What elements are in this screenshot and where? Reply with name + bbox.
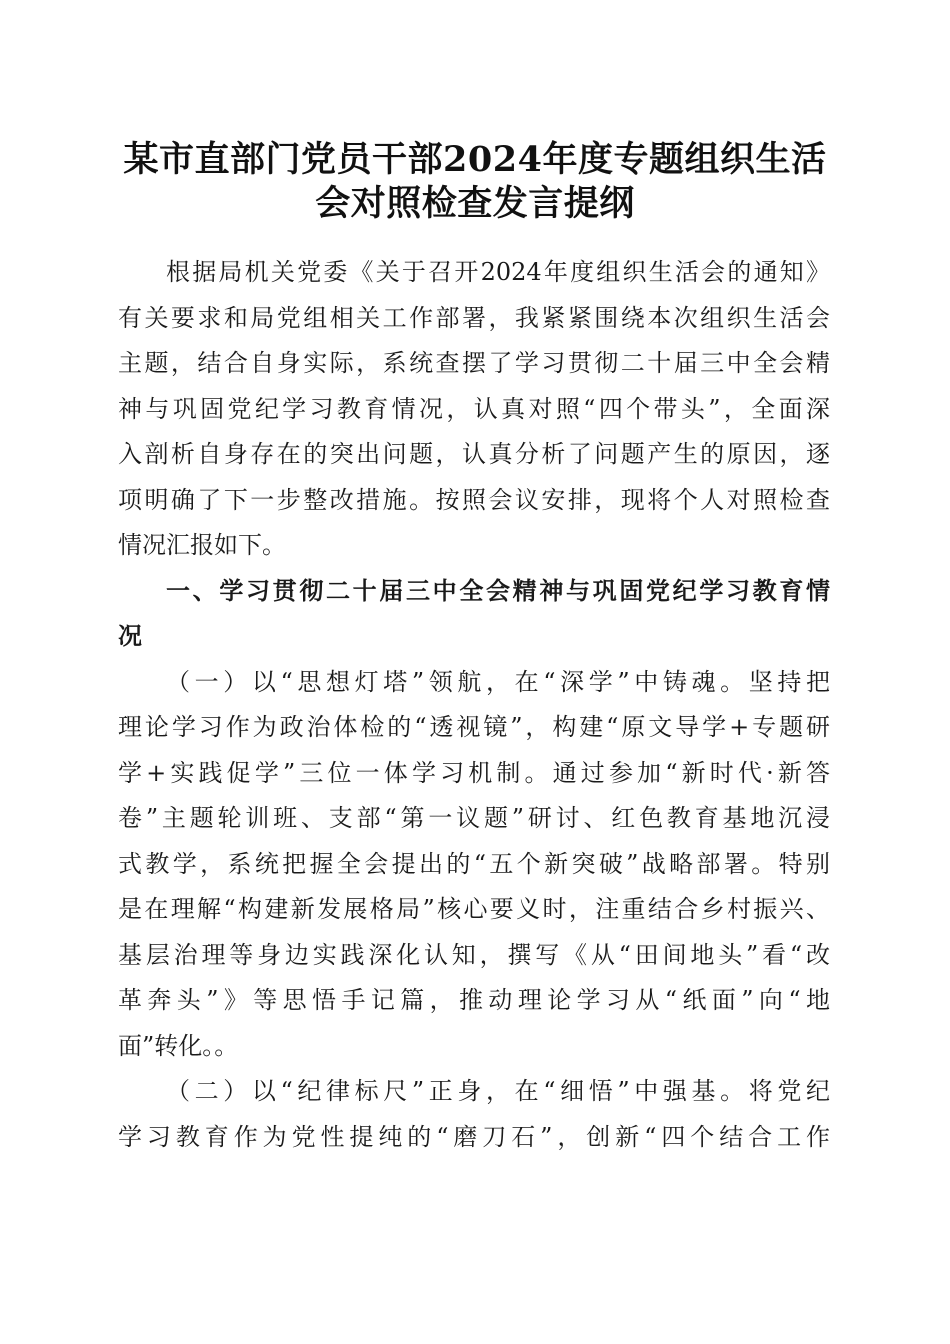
text-line: 基层治理等身边实践深化认知，撰写《从“田间地头”看“改	[118, 940, 830, 969]
intro-paragraph	[118, 250, 830, 569]
text-line: 面”转化。。	[118, 1031, 239, 1060]
subsection-paragraph-1	[118, 660, 830, 1070]
text-line: 理论学习作为政治体检的“透视镜”，构建“原文导学+专题研	[118, 713, 830, 741]
title-line-2: 会对照检查发言提纲	[315, 183, 635, 224]
text-line: 根据局机关党委《关于召开2024年度组织生活会的通知》	[166, 258, 830, 286]
text-line: 学习教育作为党性提纯的“磨刀石”，创新“四个结合工作	[118, 1122, 830, 1151]
text-line: 项明确了下一步整改措施。按照会议安排，现将个人对照检查	[118, 485, 830, 514]
document-body	[118, 250, 830, 1160]
text-line: （一）以“思想灯塔”领航，在“深学”中铸魂。坚持把	[166, 667, 830, 696]
text-line: 主题，结合自身实际，系统查摆了学习贯彻二十届三中全会精	[118, 349, 830, 377]
text-line: 式教学，系统把握全会提出的“五个新突破”战略部署。特别	[118, 849, 830, 878]
text-line: （二）以“纪律标尺”正身，在“细悟”中强基。将党纪	[166, 1077, 830, 1105]
text-line: 是在理解“构建新发展格局”核心要义时，注重结合乡村振兴、	[118, 895, 830, 923]
text-line: 神与巩固党纪学习教育情况，认真对照“四个带头”，全面深	[118, 394, 830, 423]
heading-line: 况	[118, 622, 142, 650]
text-line: 入剖析自身存在的突出问题，认真分析了问题产生的原因，逐	[118, 440, 830, 468]
subsection-paragraph-2	[118, 1069, 830, 1160]
text-line: 革奔头”》等思悟手记篇，推动理论学习从“纸面”向“地	[118, 986, 830, 1014]
text-line: 情况汇报如下。	[118, 531, 286, 559]
text-line: 学+实践促学”三位一体学习机制。通过参加“新时代·新答	[118, 758, 830, 787]
text-line: 卷”主题轮训班、支部“第一议题”研讨、红色教育基地沉浸	[118, 804, 830, 832]
document-title	[110, 138, 840, 226]
text-line: 有关要求和局党组相关工作部署，我紧紧围绕本次组织生活会	[118, 303, 830, 332]
section-heading-1	[118, 569, 830, 660]
title-line-1: 某市直部门党员干部2024年度专题组织生活	[123, 139, 827, 180]
heading-line: 一、学习贯彻二十届三中全会精神与巩固党纪学习教育情	[166, 576, 830, 605]
